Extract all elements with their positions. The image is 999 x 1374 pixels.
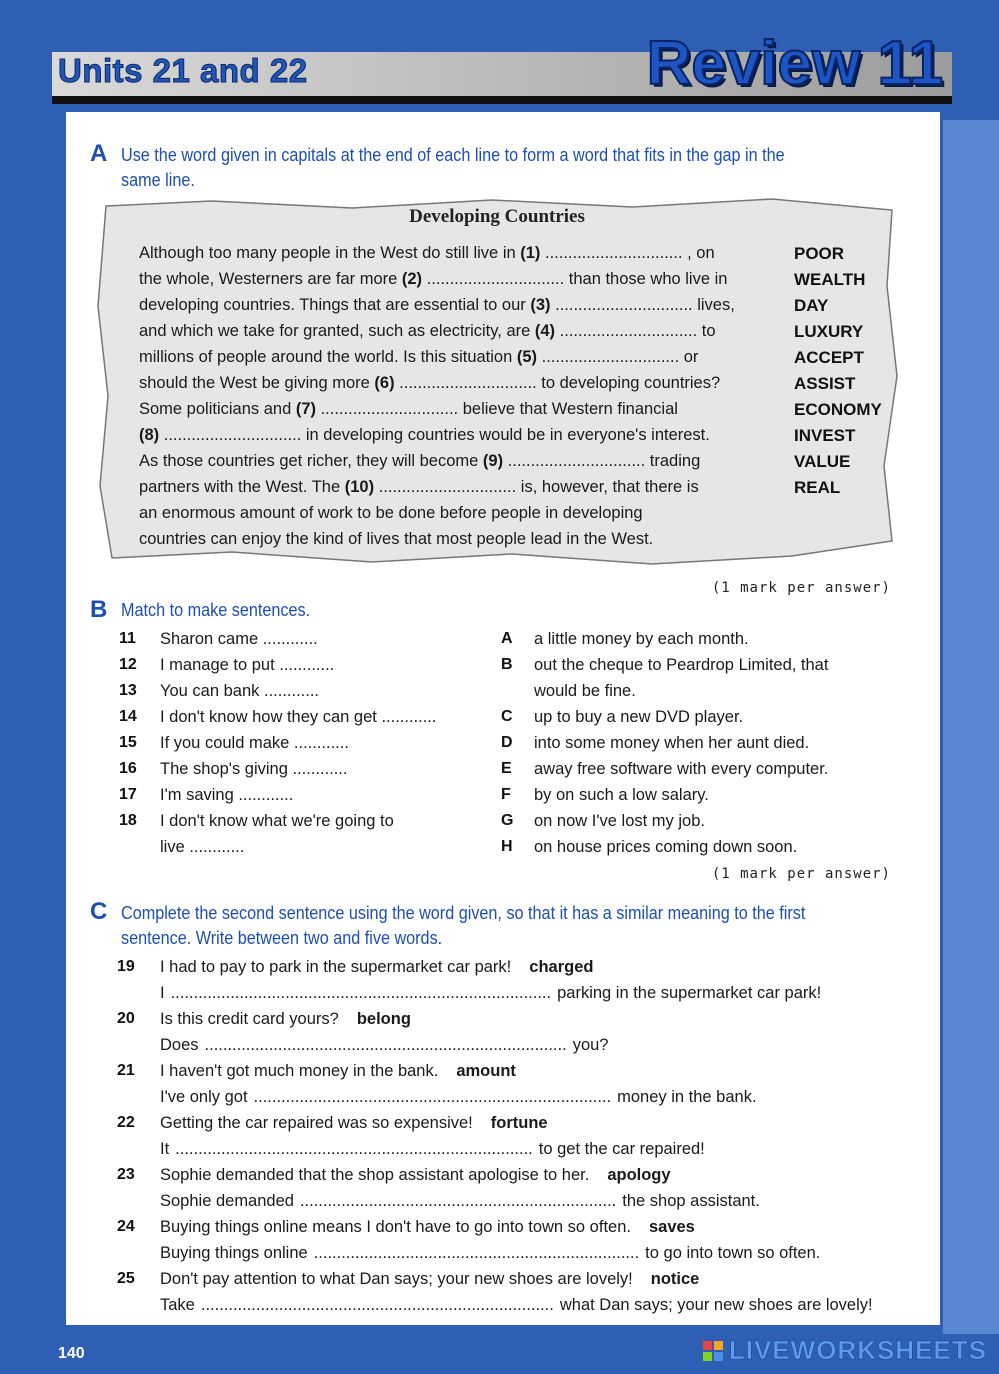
match-right-option: a little money by each month.	[534, 630, 749, 648]
gap-blank[interactable]: .............................. , on	[540, 244, 715, 262]
option-letter: H	[501, 838, 513, 855]
capital-word: LUXURY	[794, 322, 864, 341]
match-left-item[interactable]: I'm saving ............	[160, 786, 294, 804]
gap-number: (1)	[520, 244, 541, 262]
capital-word: WEALTH	[794, 270, 866, 289]
answer-start: I	[160, 984, 165, 1002]
answer-blank[interactable]: ...............................................................................	[204, 1036, 567, 1054]
gap-number: (8)	[139, 426, 160, 444]
item-number: 18	[119, 812, 137, 829]
match-left-item[interactable]: If you could make ............	[160, 734, 349, 752]
answer-line	[160, 1296, 873, 1315]
answer-start: I've only got	[160, 1088, 248, 1106]
item-number: 22	[117, 1114, 135, 1131]
section-c-instruction-line2: sentence. Write between two and five words.	[121, 928, 443, 948]
passage-line	[139, 270, 727, 289]
gap-blank[interactable]: .............................. or	[537, 348, 699, 366]
key-word: belong	[356, 1010, 411, 1028]
answer-end: to go into town so often.	[645, 1244, 821, 1262]
answer-start: It	[160, 1140, 170, 1158]
item-number: 19	[117, 958, 135, 975]
match-right-option-continued: would be fine.	[534, 682, 636, 700]
option-letter: E	[501, 760, 512, 777]
page-number: 140	[58, 1345, 85, 1362]
passage-text: Some politicians and	[139, 400, 296, 418]
item-number: 20	[117, 1010, 135, 1027]
answer-start: Take	[160, 1296, 195, 1314]
gap-blank[interactable]: .............................. than those who live in	[422, 270, 728, 288]
passage-line	[139, 530, 653, 549]
answer-end: parking in the supermarket car park!	[557, 984, 822, 1002]
match-right-option: away free software with every computer.	[534, 760, 829, 778]
passage-text: millions of people around the world. Is this situation	[139, 348, 517, 366]
match-left-item[interactable]: The shop's giving ............	[160, 760, 348, 778]
sentence-text: Sophie demanded that the shop assistant apologise to her.	[160, 1166, 590, 1184]
passage-line	[139, 348, 698, 367]
item-number: 16	[119, 760, 137, 777]
passage-line	[139, 452, 700, 471]
passage-text: Although too many people in the West do still live in	[139, 244, 521, 262]
section-b-marks: (1 mark per answer)	[711, 866, 891, 882]
review-title: Review 11	[646, 29, 943, 98]
gap-blank[interactable]: .............................. lives,	[550, 296, 735, 314]
gap-blank[interactable]: .............................. to developing countries?	[394, 374, 721, 392]
passage-line	[139, 400, 678, 419]
gap-number: (3)	[530, 296, 551, 314]
answer-blank[interactable]: .......................................................................	[313, 1244, 640, 1262]
section-b-instruction: Match to make sentences.	[121, 600, 311, 620]
item-number: 15	[119, 734, 137, 751]
option-letter: G	[501, 812, 514, 829]
passage-line	[139, 322, 716, 341]
answer-end: what Dan says; your new shoes are lovely!	[559, 1296, 873, 1314]
sentence-text: Is this credit card yours?	[160, 1010, 339, 1028]
item-number: 13	[119, 682, 137, 699]
passage-text: developing countries. Things that are essential to our	[139, 296, 531, 314]
passage-text: the whole, Westerners are far more	[139, 270, 402, 288]
section-a-instruction-line2: same line.	[121, 170, 195, 190]
match-left-item[interactable]: Sharon came ............	[160, 630, 318, 648]
capital-word: INVEST	[794, 426, 856, 445]
answer-line	[160, 1244, 820, 1263]
original-sentence	[160, 1270, 699, 1289]
answer-blank[interactable]: .............................................................................	[200, 1296, 554, 1314]
item-number: 14	[119, 708, 137, 725]
section-c-instruction-line1: Complete the second sentence using the word given, so that it has a similar meaning to the first	[121, 903, 806, 923]
passage-text: partners with the West. The	[139, 478, 345, 496]
passage-text: should the West be giving more	[139, 374, 375, 392]
units-label: Units 21 and 22	[58, 52, 308, 89]
gap-blank[interactable]: .............................. in developing countries would be in everyone's interest.	[159, 426, 710, 444]
option-letter: F	[501, 786, 511, 803]
key-word: charged	[529, 958, 594, 976]
match-right-option: out the cheque to Peardrop Limited, that	[534, 656, 829, 674]
answer-end: the shop assistant.	[622, 1192, 760, 1210]
sentence-text: Getting the car repaired was so expensive!	[160, 1114, 473, 1132]
item-number: 21	[117, 1062, 135, 1079]
match-left-item[interactable]: I don't know how they can get ............	[160, 708, 437, 726]
liveworksheets-text: LIVEWORKSHEETS	[728, 1335, 987, 1365]
item-number: 17	[119, 786, 137, 803]
page-edge-stripe	[943, 120, 999, 1334]
passage-text: As those countries get richer, they will become	[139, 452, 483, 470]
key-word: notice	[650, 1270, 700, 1288]
match-left-item[interactable]: You can bank ............	[160, 682, 319, 700]
match-left-item[interactable]: I don't know what we're going to	[160, 812, 394, 830]
answer-end: you?	[572, 1036, 609, 1054]
gap-number: (10)	[344, 478, 375, 496]
item-number: 12	[119, 656, 137, 673]
match-left-item[interactable]: I manage to put ............	[160, 656, 335, 674]
section-a-letter: A	[90, 140, 108, 167]
passage-line	[139, 426, 710, 445]
sentence-text: I had to pay to park in the supermarket car park!	[160, 958, 512, 976]
answer-end: to get the car repaired!	[538, 1140, 705, 1158]
answer-end: money in the bank.	[617, 1088, 757, 1106]
answer-blank[interactable]: .....................................................................	[299, 1192, 617, 1210]
passage-line	[139, 504, 643, 523]
answer-line	[160, 1192, 760, 1211]
capital-word: VALUE	[794, 452, 851, 471]
gap-number: (2)	[401, 270, 423, 288]
item-number: 11	[119, 630, 136, 647]
original-sentence	[160, 1218, 695, 1237]
match-right-option: on house prices coming down soon.	[534, 838, 798, 856]
original-sentence	[160, 958, 593, 977]
key-word: fortune	[490, 1114, 548, 1132]
section-c-letter: C	[90, 898, 108, 925]
capital-word: ACCEPT	[794, 348, 864, 367]
match-right-option: up to buy a new DVD player.	[534, 708, 744, 726]
capital-word: ECONOMY	[794, 400, 882, 419]
passage-line	[139, 244, 715, 263]
passage-line	[139, 478, 699, 497]
gap-blank[interactable]: .............................. is, however, that there is	[374, 478, 699, 496]
gap-number: (9)	[482, 452, 504, 470]
capital-word: DAY	[794, 296, 829, 315]
capital-word: REAL	[794, 478, 841, 497]
match-right-option: by on such a low salary.	[534, 786, 709, 804]
key-word: amount	[456, 1062, 516, 1080]
option-letter: C	[501, 708, 513, 725]
passage-text: and which we take for granted, such as electricity, are	[139, 322, 535, 340]
gap-number: (4)	[534, 322, 556, 340]
answer-line	[160, 1140, 705, 1159]
gap-blank[interactable]: .............................. trading	[503, 452, 701, 470]
gap-blank[interactable]: .............................. to	[555, 322, 716, 340]
liveworksheets-brand	[703, 1335, 987, 1366]
answer-line	[160, 1036, 608, 1055]
original-sentence	[160, 1062, 516, 1081]
item-number: 25	[117, 1270, 135, 1287]
capital-word: POOR	[794, 244, 845, 263]
section-a-instruction-line1: Use the word given in capitals at the end of each line to form a word that fits in the gap in the	[121, 145, 785, 165]
key-word: apology	[607, 1166, 671, 1184]
answer-blank[interactable]: ...................................................................................	[170, 984, 552, 1002]
gap-number: (6)	[374, 374, 395, 392]
gap-blank[interactable]: .............................. believe that Western financial	[316, 400, 678, 418]
option-letter: B	[501, 656, 513, 673]
section-a-marks: (1 mark per answer)	[711, 580, 891, 596]
original-sentence	[160, 1114, 548, 1133]
sentence-text: Buying things online means I don't have to go into town so often.	[160, 1218, 631, 1236]
match-right-option: into some money when her aunt died.	[534, 734, 810, 752]
key-word: saves	[648, 1218, 695, 1236]
item-number: 24	[117, 1218, 135, 1235]
original-sentence	[160, 1166, 671, 1185]
gap-number: (5)	[516, 348, 538, 366]
sentence-text: Don't pay attention to what Dan says; your new shoes are lovely!	[160, 1270, 633, 1288]
item-number: 23	[117, 1166, 135, 1183]
match-left-item-continued[interactable]: live ............	[160, 838, 245, 856]
section-b-letter: B	[90, 596, 108, 623]
passage-line	[139, 374, 720, 393]
original-sentence	[160, 1010, 411, 1029]
passage-text: an enormous amount of work to be done before people in developing	[139, 504, 643, 522]
passage-paper	[92, 196, 902, 570]
answer-blank[interactable]: ..............................................................................	[175, 1140, 533, 1158]
answer-start: Sophie demanded	[160, 1192, 294, 1210]
passage-title: Developing Countries	[409, 206, 585, 227]
sentence-text: I haven't got much money in the bank.	[160, 1062, 439, 1080]
answer-line	[160, 984, 821, 1003]
passage-line	[139, 296, 735, 315]
answer-line	[160, 1088, 757, 1107]
answer-blank[interactable]: ..............................................................................	[253, 1088, 612, 1106]
match-right-option: on now I've lost my job.	[534, 812, 705, 830]
option-letter: D	[501, 734, 513, 751]
option-letter: A	[501, 630, 513, 647]
answer-start: Does	[160, 1036, 199, 1054]
liveworksheets-logo-icon	[703, 1341, 723, 1361]
passage-text: countries can enjoy the kind of lives that most people lead in the West.	[139, 530, 654, 548]
capital-word: ASSIST	[794, 374, 856, 393]
answer-start: Buying things online	[160, 1244, 308, 1262]
gap-number: (7)	[295, 400, 317, 418]
